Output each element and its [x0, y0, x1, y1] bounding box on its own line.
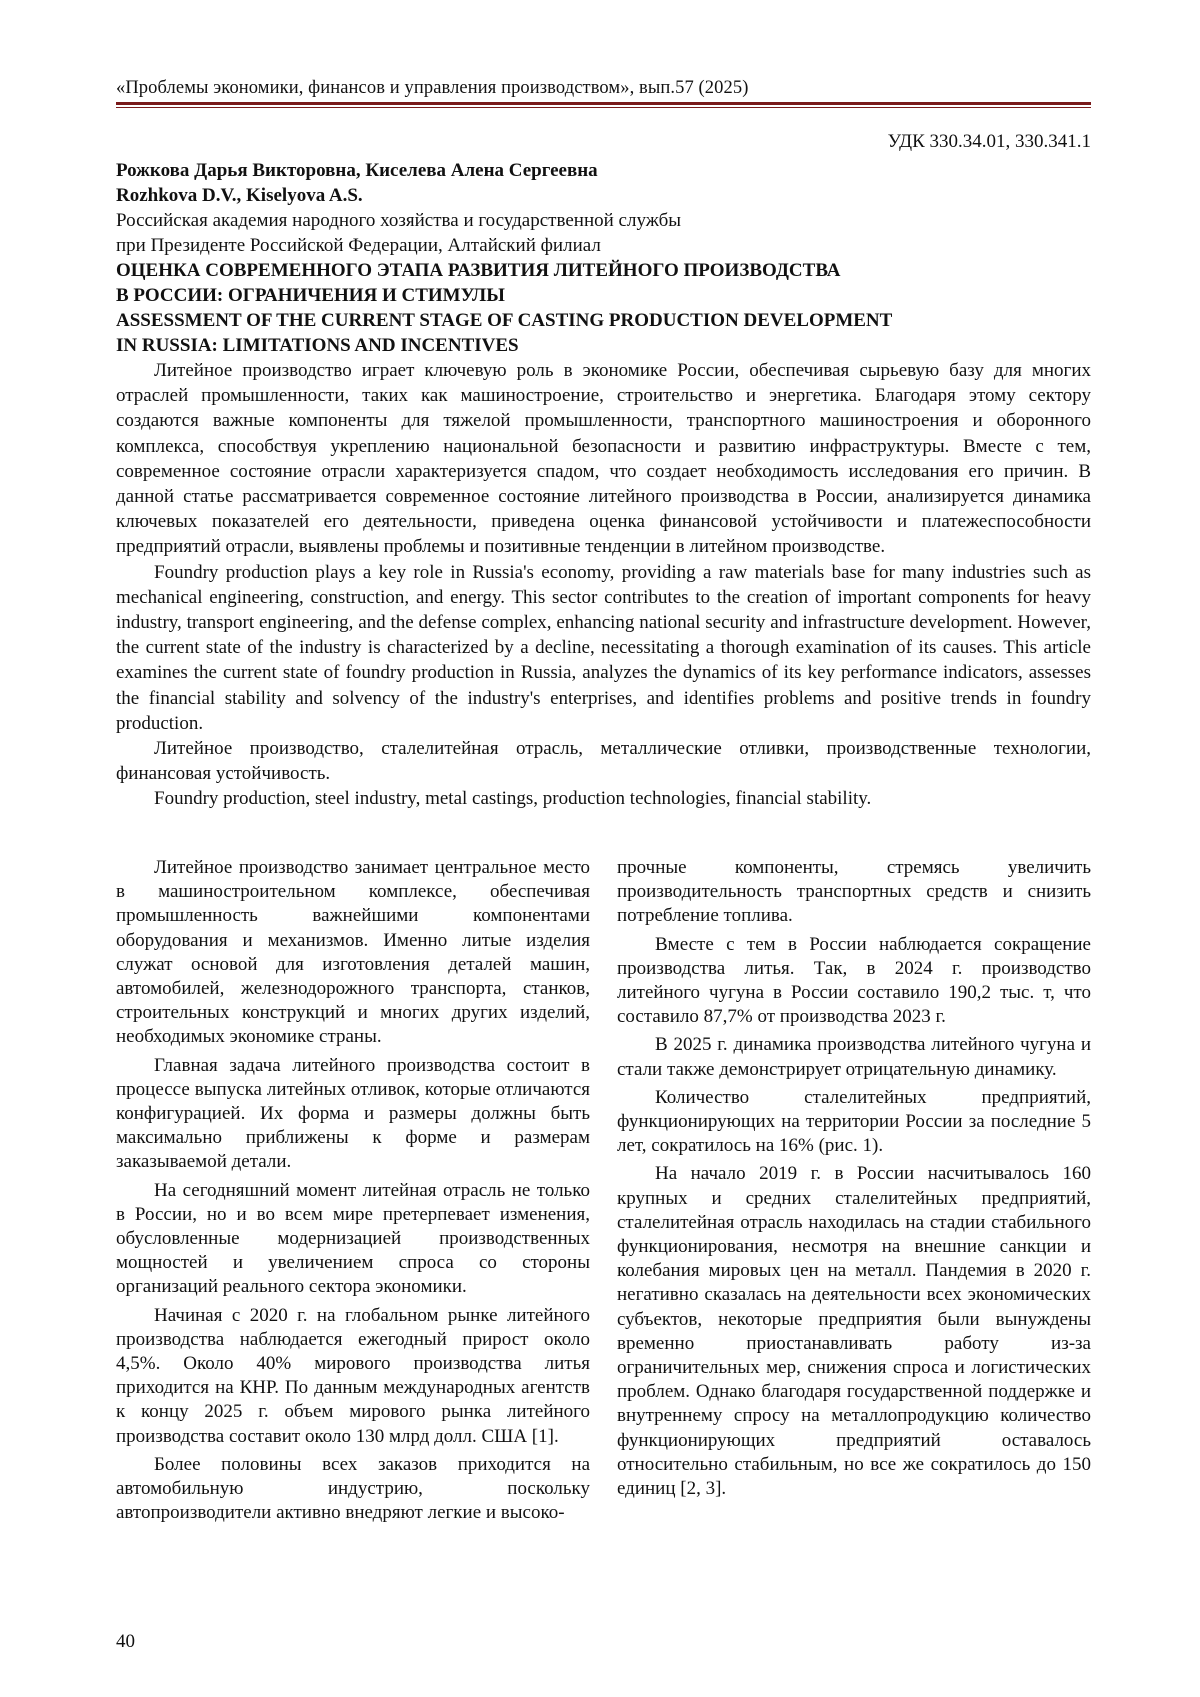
journal-page	[116, 0, 1091, 1697]
body-columns	[116, 856, 1091, 1529]
authors-en: Rozhkova D.V., Kiselyova A.S.	[116, 185, 363, 206]
title-ru-line-1: ОЦЕНКА СОВРЕМЕННОГО ЭТАПА РАЗВИТИЯ ЛИТЕЙНОГО ПРОИЗВОДСТВА	[116, 260, 841, 281]
page-number: 40	[116, 1631, 135, 1652]
authors-ru: Рожкова Дарья Викторовна, Киселева Алена Сергеевна	[116, 160, 598, 181]
keywords-en: Foundry production, steel industry, metal castings, production technologies, financial stability.	[154, 788, 872, 810]
title-ru-line-2: В РОССИИ: ОГРАНИЧЕНИЯ И СТИМУЛЫ	[116, 285, 505, 306]
front-matter	[116, 158, 1091, 358]
title-en-line-2: IN RUSSIA: LIMITATIONS AND INCENTIVES	[116, 335, 519, 356]
body-paragraph: Начиная с 2020 г. на глобальном рынке литейного производства наблюдается ежегодный прирост около 4,5%. Около 40% мирового производства литья приходится на КНР. По данным международных агентств к концу 2025 г. объем мирового рынка литейного производства составит около 130 млрд долл. США [1].	[116, 1304, 590, 1447]
affiliation-line-2: при Президенте Российской Федерации, Алтайский филиал	[116, 235, 601, 256]
affiliation-line-1: Российская академия народного хозяйства и государственной службы	[116, 210, 681, 231]
running-head: «Проблемы экономики, финансов и управления производством», вып.57 (2025)	[116, 78, 749, 98]
left-column	[116, 856, 590, 1529]
body-paragraph: Литейное производство занимает центральное место в машиностроительном комплексе, обеспечивая промышленность важнейшими компонентами оборудования и механизмов. Именно литые изделия служат основой для изготовления деталей машин, автомобилей, железнодорожного транспорта, станков, строительных конструкций и многих других изделий, необходимых экономике страны.	[116, 857, 590, 1048]
udk-code: УДК 330.34.01, 330.341.1	[887, 131, 1091, 152]
abstract-block	[116, 358, 1091, 812]
body-paragraph: Количество сталелитейных предприятий, функционирующих на территории России за последние 5 лет, сократилось на 16% (рис. 1).	[617, 1086, 1091, 1157]
header-rule-thick	[116, 102, 1091, 105]
body-paragraph-continuation: прочные компоненты, стремясь увеличить производительность транспортных средств и снизить потребление топлива.	[617, 857, 1091, 927]
body-paragraph: На начало 2019 г. в России насчитывалось 160 крупных и средних сталелитейных предприятий, сталелитейная отрасль находилась на стадии стабильного функционирования, несмотря на внешние санкции и колебания мировых цен на металл. Пандемия в 2020 г. негативно сказалась на деятельности всех экономических субъектов, некоторые предприятия были вынуждены временно приостанавливать работу из-за ограничительных мер, снижения спроса и логистических проблем. Однако благодаря государственной поддержке и внутреннему спросу на металлопродукцию количество функционирующих предприятий оставалось относительно стабильным, но все же сократилось до 150 единиц [2, 3].	[617, 1163, 1091, 1500]
right-column	[617, 856, 1091, 1529]
header-rule-thin	[116, 107, 1091, 108]
body-paragraph: Более половины всех заказов приходится на автомобильную индустрию, поскольку автопроизводители активно внедряют легкие и высоко-	[116, 1453, 590, 1524]
abstract-ru: Литейное производство играет ключевую роль в экономике России, обеспечивая сырьевую базу для многих отраслей промышленности, таких как машиностроение, строительство и энергетика. Благодаря этому сектору создаются важные компоненты для тяжелой промышленности, транспортного машиностроения и оборонного комплекса, способствуя укреплению национальной безопасности и развитию инфраструктуры. Вместе с тем, современное состояние отрасли характеризуется спадом, что создает необходимость исследования его причин. В данной статье рассматривается современное состояние литейного производства в России, анализируется динамика ключевых показателей его деятельности, приведена оценка финансовой устойчивости и платежеспособности предприятий отрасли, выявлены проблемы и позитивные тенденции в литейном производстве.	[116, 360, 1091, 558]
title-en-line-1: ASSESSMENT OF THE CURRENT STAGE OF CASTING PRODUCTION DEVELOPMENT	[116, 310, 893, 331]
body-paragraph: На сегодняшний момент литейная отрасль не только в России, но и во всем мире претерпевает изменения, обусловленные модернизацией производственных мощностей и увеличением спроса со стороны организаций реального сектора экономики.	[116, 1179, 590, 1298]
body-paragraph: Главная задача литейного производства состоит в процессе выпуска литейных отливок, которые отличаются конфигурацией. Их форма и размеры должны быть максимально приближены к форме и размерам заказываемой детали.	[116, 1054, 590, 1173]
body-paragraph: В 2025 г. динамика производства литейного чугуна и стали также демонстрирует отрицательную динамику.	[617, 1034, 1091, 1080]
body-paragraph: Вместе с тем в России наблюдается сокращение производства литья. Так, в 2024 г. производство литейного чугуна в России составило 190,2 тыс. т, что составило 87,7% от производства 2023 г.	[617, 933, 1091, 1028]
abstract-en: Foundry production plays a key role in Russia's economy, providing a raw materials base for many industries such as mechanical engineering, construction, and energy. This sector contributes to the creation of important components for heavy industry, transport engineering, and the defense complex, enhancing national security and infrastructure development. However, the current state of the industry is characterized by a decline, necessitating a thorough examination of its causes. This article examines the current state of foundry production in Russia, analyzes the dynamics of its key performance indicators, assesses the financial stability and solvency of the industry's enterprises, and identifies problems and positive trends in foundry production.	[116, 561, 1091, 734]
keywords-ru: Литейное производство, сталелитейная отрасль, металлические отливки, производственные технологии, финансовая устойчивость.	[116, 738, 1091, 785]
